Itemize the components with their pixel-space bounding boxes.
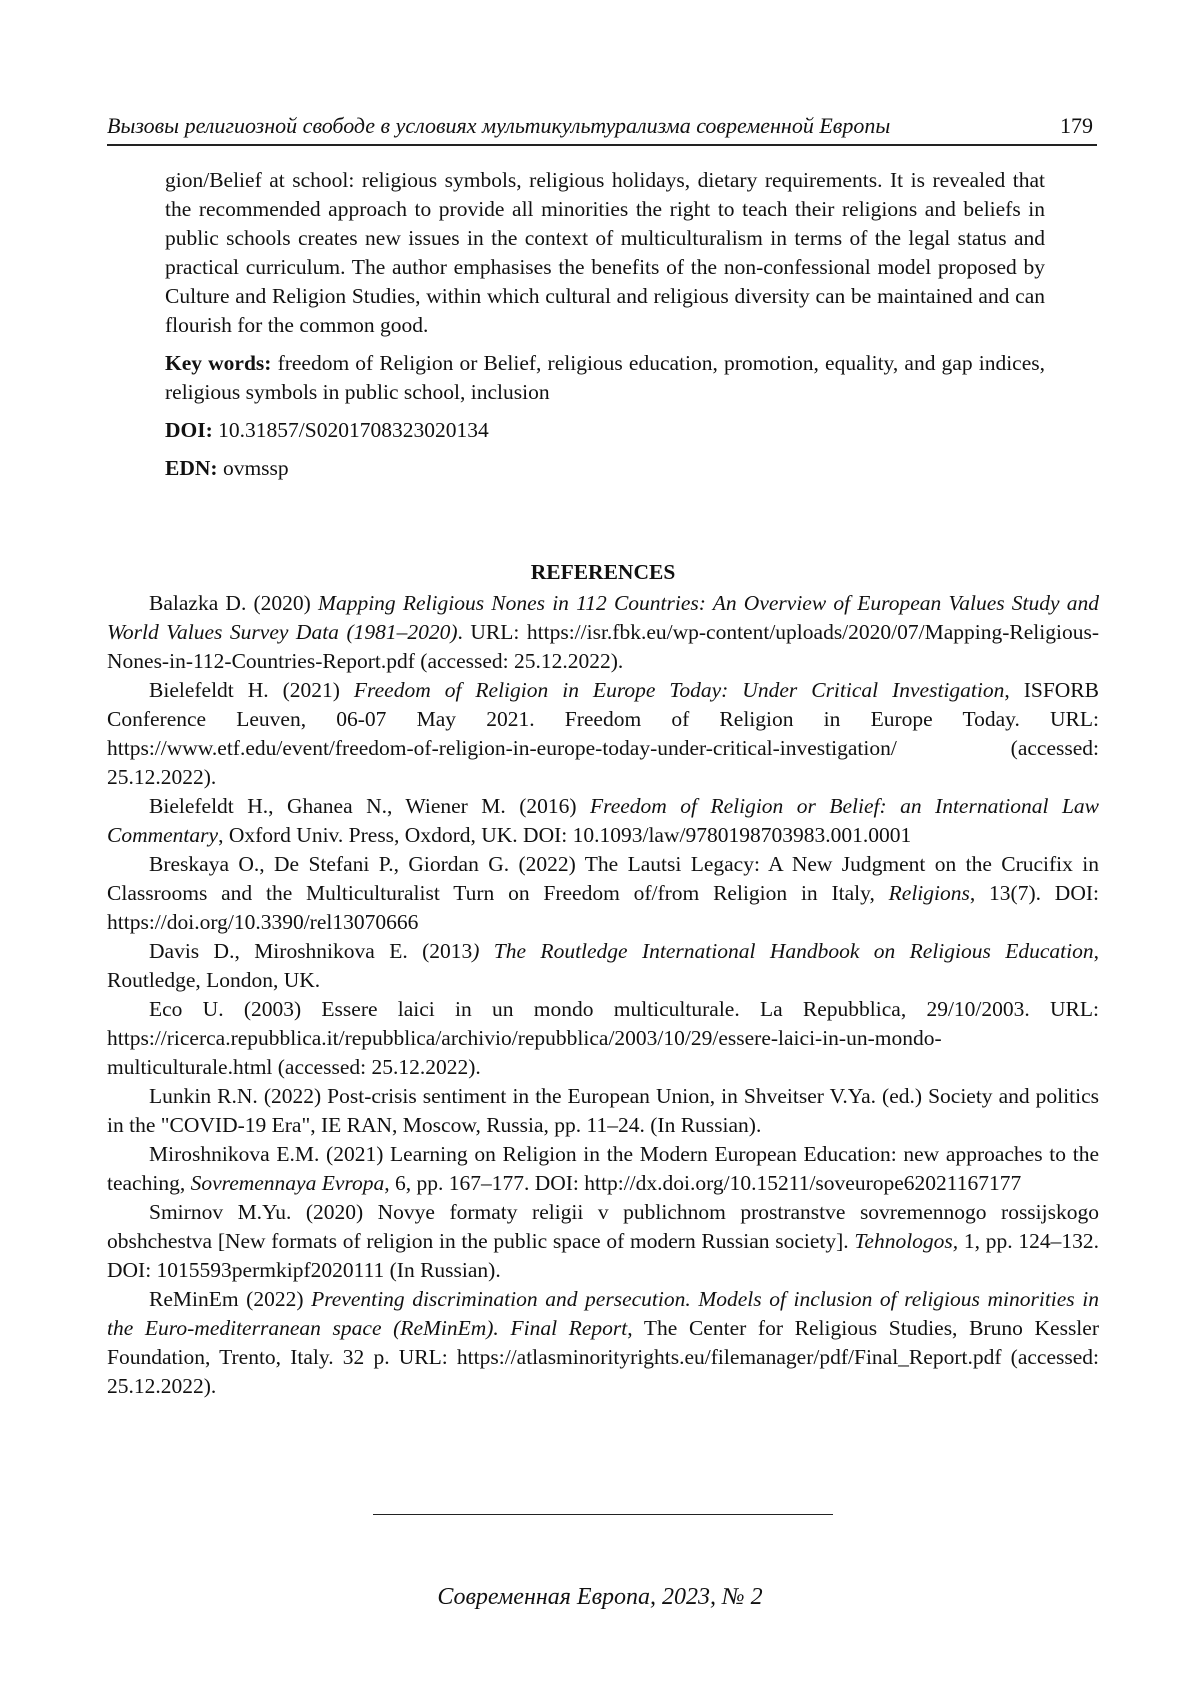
section-divider [373,1514,833,1515]
doi-value: 10.31857/S0201708323020134 [218,418,489,442]
edn [165,454,1045,483]
page-number: 179 [1060,113,1093,138]
journal-footer: Современная Европа, 2023, № 2 [437,1584,763,1610]
reference-item: Miroshnikova E.M. (2021) Learning on Religion in the Modern European Education: new approaches to the teaching, Sovremennaya Evropa, 6, pp. 167–177. DOI: http://dx.doi.org/10.15211/soveurope62021167177 [107,1142,1099,1195]
reference-item: ReMinEm (2022) Preventing discrimination and persecution. Models of inclusion of religious minorities in the Euro-mediterranean space (ReMinEm). Final Report, The Center for Religious Studies, Bruno Kessler Foundation, Trento, Italy. 32 p. URL: https://atlasminorityrights.eu/filemanager/pdf/Final_Report.pdf (accessed: 25.12.2022). [107,1287,1099,1398]
reference-item: Bielefeldt H. (2021) Freedom of Religion in Europe Today: Under Critical Investigation, ISFORB Conference Leuven, 06-07 May 2021. Freedom of Religion in Europe Today. URL: https://www.etf.edu/event/freedom-of-religion-in-europe-today-under-critical-investigation/ (accessed: 25.12.2022). [107,678,1099,789]
edn-value: ovmssp [222,456,289,480]
references-heading: REFERENCES [530,560,676,584]
reference-list [107,589,1099,1401]
reference-item: Eco U. (2003) Essere laici in un mondo multiculturale. La Repubblica, 29/10/2003. URL: https://ricerca.repubblica.it/repubblica/archivio/repubblica/2003/10/29/essere-laici-in-un-mondo-multiculturale.html (accessed: 25.12.2022). [107,997,1099,1079]
reference-item: Lunkin R.N. (2022) Post-crisis sentiment in the European Union, in Shveitser V.Ya. (ed.) Society and politics in the "COVID-19 Era", IE RAN, Moscow, Russia, pp. 11–24. (In Russian). [107,1084,1099,1137]
reference-item: Breskaya O., De Stefani P., Giordan G. (2022) The Lautsi Legacy: A New Judgment on the Crucifix in Classrooms and the Multiculturalist Turn on Freedom of/from Religion in Italy, Religions, 13(7). DOI: https://doi.org/10.3390/rel13070666 [107,852,1099,934]
keywords-label: Key words: [165,351,272,375]
doi-label: DOI: [165,418,213,442]
reference-item: Balazka D. (2020) Mapping Religious Nones in 112 Countries: An Overview of European Values Study and World Values Survey Data (1981–2020). URL: https://isr.fbk.eu/wp-content/uploads/2020/07/Mapping-Religious-Nones-in-112-Countries-Report.pdf (accessed: 25.12.2022). [107,591,1099,673]
reference-item: Bielefeldt H., Ghanea N., Wiener M. (2016) Freedom of Religion or Belief: an International Law Commentary, Oxford Univ. Press, Oxdord, UK. DOI: 10.1093/law/9780198703983.001.0001 [107,794,1099,847]
reference-item: Smirnov M.Yu. (2020) Novye formaty religii v publichnom prostranstve sovremennogo rossijskogo obshchestva [New formats of religion in the public space of modern Russian society]. Tehnologos, 1, pp. 124–132. DOI: 1015593permkipf2020111 (In Russian). [107,1200,1099,1282]
running-title: Вызовы религиозной свободе в условиях мультикультурализма современной Европы [107,113,891,138]
abstract-text: gion/Belief at school: religious symbols, religious holidays, dietary requirements. It is revealed that the recommended approach to provide all minorities the right to teach their religions and beliefs in public schools creates new issues in the context of multiculturalism in terms of the legal status and practical curriculum. The author emphasises the benefits of the non-confessional model proposed by Culture and Religion Studies, within which cultural and religious diversity can be maintained and can flourish for the common good. [165,168,1045,337]
keywords-text: freedom of Religion or Belief, religious education, promotion, equality, and gap indices, religious symbols in public school, inclusion [165,351,1045,404]
edn-label: EDN: [165,456,218,480]
references-section [107,558,1099,1401]
doi [165,416,1045,445]
running-header [107,108,1097,146]
keywords [165,349,1045,407]
reference-item: Davis D., Miroshnikova E. (2013) The Routledge International Handbook on Religious Education, Routledge, London, UK. [107,939,1099,992]
abstract-block [165,166,1045,492]
